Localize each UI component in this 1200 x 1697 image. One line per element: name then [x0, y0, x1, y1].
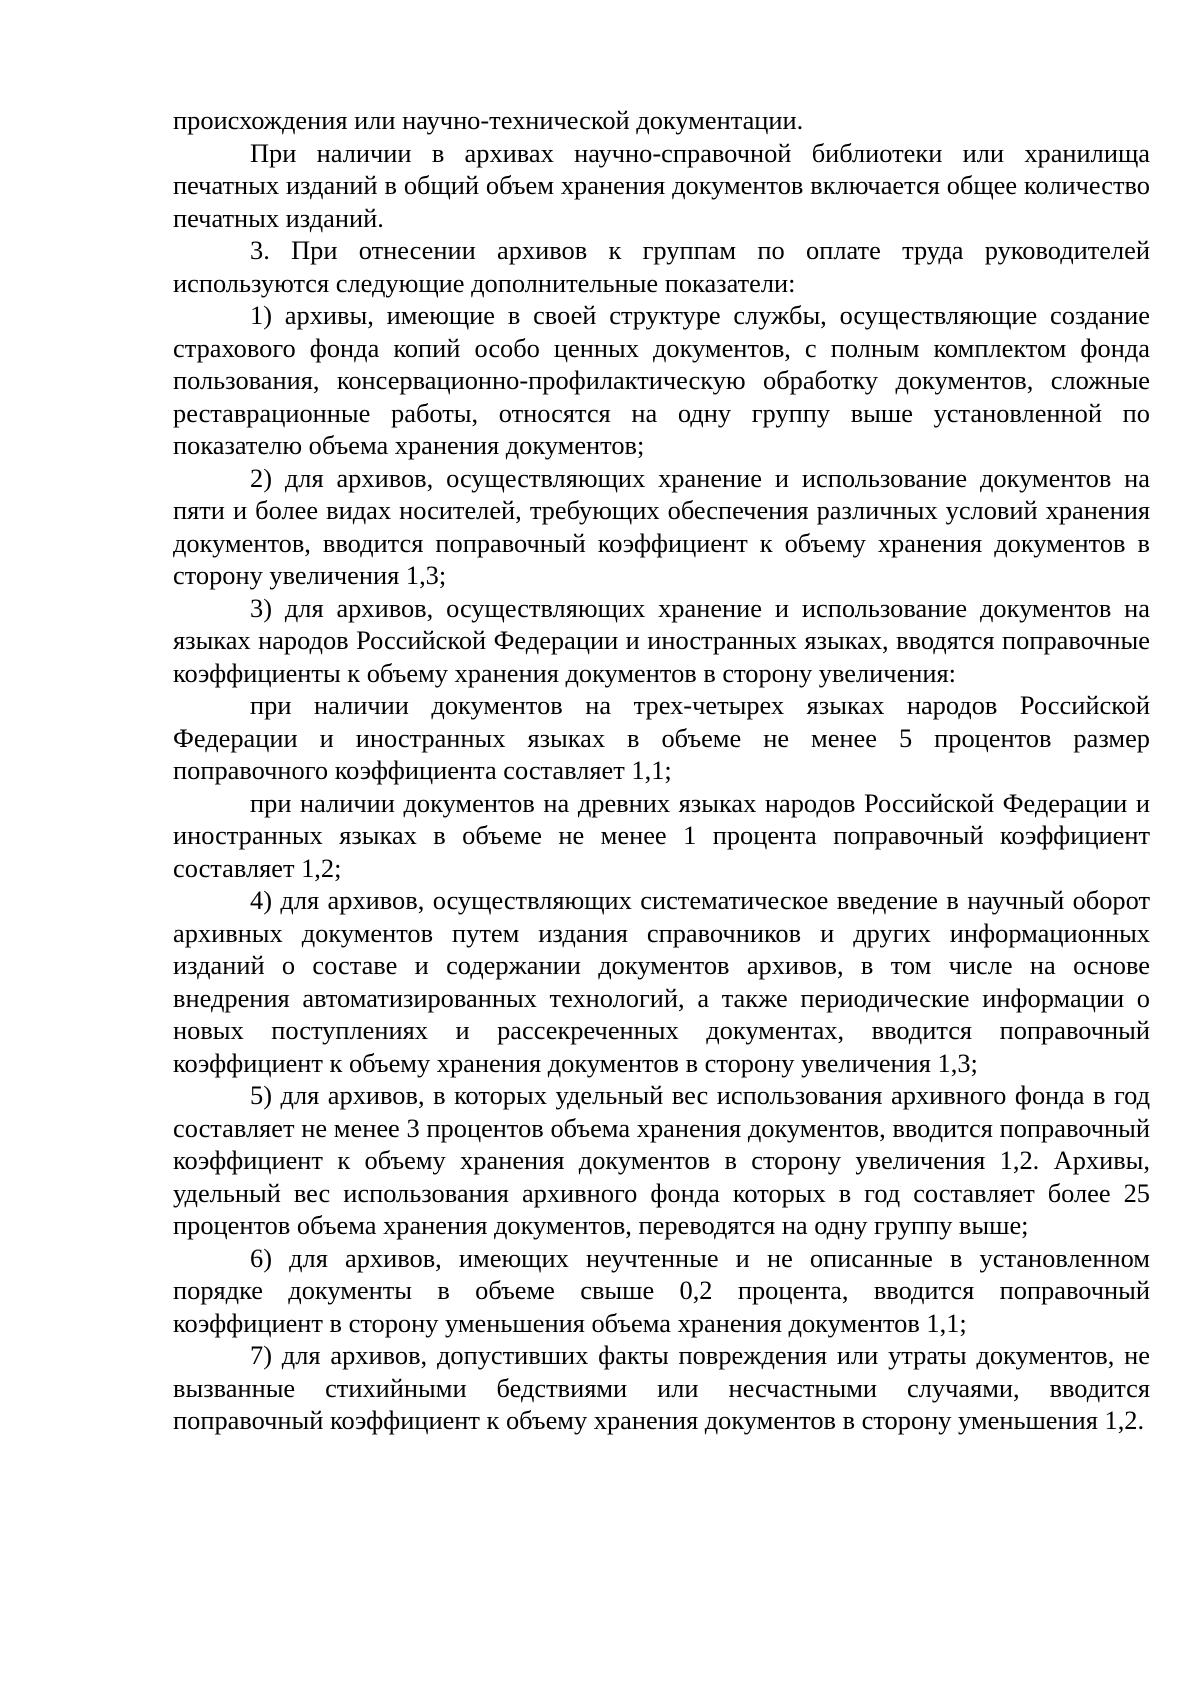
paragraph-subitem-4: 4) для архивов, осуществляющих систематическое введение в научный оборот архивных документов путем издания справочников и других информационных изданий о составе и содержании документов архивов, в том числе на основе внедрения автоматизированных технологий, а также периодические информации о новых поступлениях и рассекреченных документах, вводится поправочный коэффициент к объему хранения документов в сторону увеличения 1,3;	[173, 885, 1150, 1078]
paragraph-subitem-3-case-b: при наличии документов на древних языках народов Российской Федерации и иностранных языках в объеме не менее 1 процента поправочный коэффициент составляет 1,2;	[173, 787, 1150, 883]
paragraph-subitem-5: 5) для архивов, в которых удельный вес использования архивного фонда в год составляет не менее 3 процентов объема хранения документов, вводится поправочный коэффициент к объему хранения документов в сторону увеличения 1,2. Архивы, удельный вес использования архивного фонда которых в год составляет более 25 процентов объема хранения документов, переводятся на одну группу выше;	[173, 1080, 1150, 1240]
paragraph-subitem-6: 6) для архивов, имеющих неучтенные и не описанные в установленном порядке документы в объеме свыше 0,2 процента, вводится поправочный коэффициент в сторону уменьшения объема хранения документов 1,1;	[173, 1242, 1150, 1338]
paragraph-subitem-3-case-a: при наличии документов на трех-четырех языках народов Российской Федерации и иностранных языках в объеме не менее 5 процентов размер поправочного коэффициента составляет 1,1;	[173, 690, 1150, 785]
paragraph-printed-editions: При наличии в архивах научно-справочной библиотеки или хранилища печатных изданий в общий объем хранения документов включается общее количество печатных изданий.	[173, 137, 1150, 233]
paragraph-subitem-1: 1) архивы, имеющие в своей структуре службы, осуществляющие создание страхового фонда копий особо ценных документов, с полным комплектом фонда пользования, консервационно-профилактическую обработку документов, сложные реставрационные работы, относятся на одну группу выше установленной по показателю объема хранения документов;	[173, 300, 1150, 460]
paragraph-subitem-7: 7) для архивов, допустивших факты повреждения или утраты документов, не вызванные стихийными бедствиями или несчастными случаями, вводится поправочный коэффициент к объему хранения документов в сторону уменьшения 1,2.	[173, 1340, 1150, 1435]
paragraph-continuation: происхождения или научно-технической документации.	[173, 105, 804, 135]
paragraph-item-3: 3. При отнесении архивов к группам по оплате труда руководителей используются следующие дополнительные показатели:	[173, 235, 1150, 298]
paragraph-subitem-2: 2) для архивов, осуществляющих хранение и использование документов на пяти и более видах носителей, требующих обеспечения различных условий хранения документов, вводится поправочный коэффициент к объему хранения документов в сторону увеличения 1,3;	[173, 462, 1150, 590]
document-page	[173, 104, 1150, 1437]
paragraph-subitem-3: 3) для архивов, осуществляющих хранение и использование документов на языках народов Российской Федерации и иностранных языках, вводятся поправочные коэффициенты к объему хранения документов в сторону увеличения:	[173, 592, 1150, 688]
